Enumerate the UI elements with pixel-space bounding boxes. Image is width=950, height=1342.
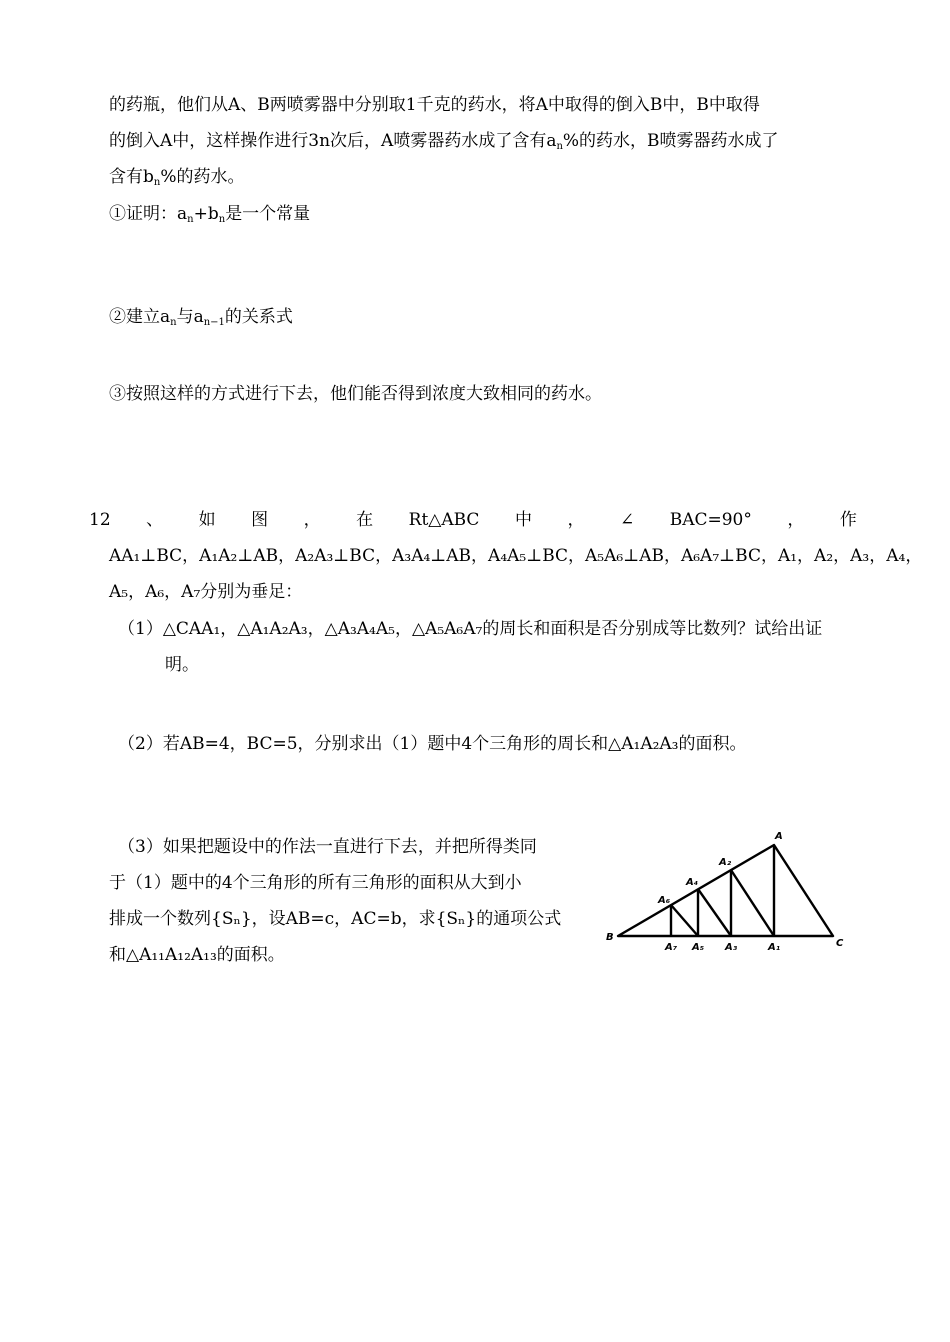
- label-c: C: [836, 938, 844, 949]
- label-b: B: [606, 932, 614, 943]
- segment-a5-a6: [671, 905, 698, 936]
- p12-question-3-line-2: 于（1）题中的4个三角形的所有三角形的面积从大到小: [109, 873, 522, 893]
- label-a2: A₂: [719, 857, 732, 868]
- p12-question-3-line-1: （3）如果把题设中的作法一直进行下去，并把所得类同: [118, 837, 537, 857]
- p12-header: 12 、 如 图 ， 在 Rt△ABC 中 ， ∠ BAC=90° ， 作: [89, 510, 857, 530]
- p12-question-3-line-4: 和△A₁₁A₁₂A₁₃的面积。: [109, 945, 285, 965]
- p11-line-2: 的倒入A中，这样操作进行3n次后，A喷雾器药水成了含有$a_n\%$的药水，B喷雾器药水成了: [109, 131, 779, 152]
- p11-line-3: 含有$b_n\%$的药水。: [109, 167, 245, 188]
- label-a6: A₆: [658, 895, 671, 906]
- p12-question-1-cont: 明。: [165, 655, 199, 675]
- segment-a3-a4: [698, 889, 731, 936]
- p12-question-2: （2）若AB=4，BC=5，分别求出（1）题中4个三角形的周长和△A₁A₂A₃的面积。: [118, 734, 747, 754]
- label-a4: A₄: [686, 877, 699, 888]
- p12-line-2: AA₁⊥BC，A₁A₂⊥AB，A₂A₃⊥BC，A₃A₄⊥AB，A₄A₅⊥BC，A₅A₆⊥AB，A₆A₇⊥BC，A₁，A₂，A₃，A₄，: [109, 546, 923, 566]
- label-a5: A₅: [692, 942, 705, 953]
- label-a: A: [775, 831, 783, 842]
- triangle-figure: [600, 826, 850, 956]
- label-a3: A₃: [725, 942, 738, 953]
- p11-question-1: ①证明：$a_n+b_n$是一个常量: [109, 204, 311, 225]
- label-a1: A₁: [768, 942, 781, 953]
- label-a7: A₇: [665, 942, 678, 953]
- p12-line-3: A₅，A₆，A₇分别为垂足：: [109, 582, 303, 602]
- p12-question-1: （1）△CAA₁，△A₁A₂A₃，△A₃A₄A₅，△A₅A₆A₇的周长和面积是否分别成等比数列？试给出证: [118, 619, 823, 639]
- p12-question-3-line-3: 排成一个数列{Sₙ}，设AB=c，AC=b，求{Sₙ}的通项公式: [109, 909, 562, 929]
- p11-question-3: ③按照这样的方式进行下去，他们能否得到浓度大致相同的药水。: [109, 384, 602, 404]
- segment-a1-a2: [731, 870, 774, 936]
- p11-line-1: 的药瓶，他们从A、B两喷雾器中分别取1千克的药水，将A中取得的倒入B中，B中取得: [109, 95, 760, 115]
- p11-question-2: ②建立$a_n$与$a_{n-1}$的关系式: [109, 307, 293, 328]
